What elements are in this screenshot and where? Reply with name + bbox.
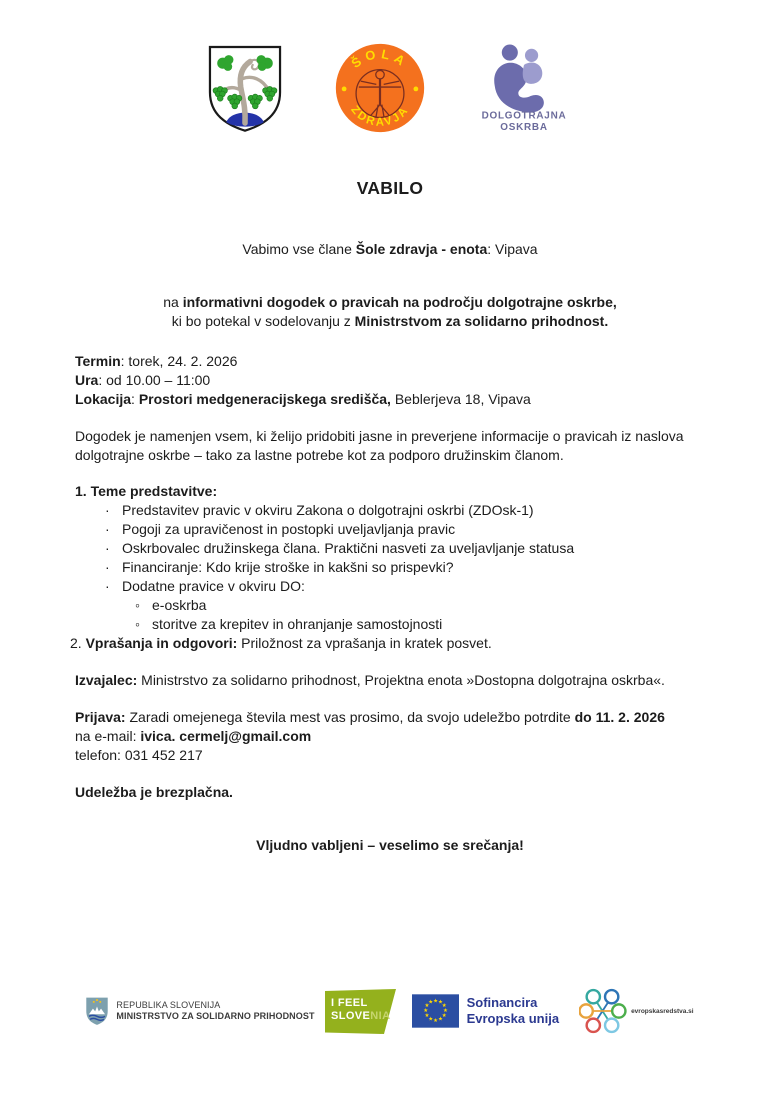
svg-text:★: ★ [437, 999, 443, 1006]
invite-line: Vabimo vse člane Šole zdravja - enota: Vipava [242, 241, 538, 257]
sub-list-item: ◦ storitve za krepitev in ohranjanje samostojnosti [135, 616, 443, 632]
vipava-coat-of-arms-logo [202, 41, 288, 135]
lokacija-line: Lokacija: Prostori medgeneracijskega središča, Beblerjeva 18, Vipava [75, 391, 531, 407]
event-line-1: na informativni dogodek o pravicah na področju dolgotrajne oskrbe, [163, 294, 617, 310]
ministry-logo-block [84, 996, 314, 1026]
dolgotrajna-oskrba-logo [472, 42, 576, 134]
svg-text:★: ★ [427, 1016, 433, 1023]
email-address: ivica. cermelj@gmail.com [140, 728, 312, 744]
oskrba-text: OSKRBA [500, 121, 548, 133]
event-line-2: ki bo potekal v sodelovanju z Ministrstvom za solidarno prihodnost. [171, 313, 609, 329]
i-feel-slovenia-logo [325, 989, 396, 1034]
sub-list-item: ◦ e-oskrba [135, 597, 207, 613]
slovenia-coat-of-arms-icon [84, 996, 110, 1026]
list-item: · Predstavitev pravic v okviru Zakona o dolgotrajni oskrbi (ZDOsk-1) [105, 502, 534, 518]
ura-line: Ura: od 10.00 – 11:00 [75, 372, 211, 388]
izvajalec-paragraph: Izvajalec: Ministrstvo za solidarno prihodnost, Projektna enota »Dostopna dolgotrajna oskrba«. [75, 672, 665, 688]
free-participation-line: Udeležba je brezplačna. [75, 784, 233, 800]
list-item: · Financiranje: Kdo krije stroške in kakšni so prispevki? [105, 559, 454, 575]
event-lines [75, 293, 705, 331]
sola-arc-text: ŠOLA [348, 45, 412, 71]
svg-text:★: ★ [441, 1003, 447, 1010]
termin-line: Termin: torek, 24. 2. 2026 [75, 353, 238, 369]
agenda-heading: 1. Teme predstavitve: [75, 483, 218, 499]
header-logos [0, 0, 778, 135]
description-paragraph: Dogodek je namenjen vsem, ki želijo pridobiti jasne in preverjene informacije o pravicah iz naslova dolgotrajne oskrbe – tako za lastne potrebe kot za podporo družinskim članom. [75, 428, 684, 463]
svg-text:★: ★ [424, 1013, 429, 1020]
agenda-item-2: 2. Vprašanja in odgovori: Priložnost za vprašanja in kratek posvet. [70, 635, 492, 651]
svg-text:★: ★ [437, 1016, 443, 1023]
eu-flag-icon [412, 994, 459, 1028]
svg-text:★: ★ [442, 1008, 448, 1015]
email-line: na e-mail: ivica. cermelj@gmail.com [75, 728, 312, 744]
ministry-name: REPUBLIKA SLOVENIJA MINISTRSTVO ZA SOLIDARNO PRIHODNOST [116, 999, 315, 1021]
evropska-sredstva-icon [579, 985, 628, 1037]
list-item: · Dodatne pravice v okviru DO: [105, 578, 305, 594]
page-title: VABILO [356, 178, 424, 198]
svg-text:★: ★ [427, 999, 433, 1006]
sola-zdravja-logo [334, 42, 426, 134]
svg-text:★: ★ [424, 1003, 429, 1010]
footer-logos [0, 985, 778, 1037]
dolgotrajna-text: DOLGOTRAJNA [481, 110, 567, 122]
svg-text:I FEEL: I FEEL [330, 996, 368, 1009]
agenda [70, 482, 705, 653]
zdravja-arc-text: ZDRAVJA [348, 103, 412, 129]
care-figures-icon [494, 44, 544, 112]
event-details [75, 352, 705, 409]
prijava-paragraph: Prijava: Zaradi omejenega števila mest vas prosimo, da svojo udeležbo potrdite do 11. 2. 2026 [75, 709, 665, 725]
svg-text:★: ★ [441, 1013, 447, 1020]
eu-cofinancing-block [412, 994, 559, 1028]
svg-text:★: ★ [432, 1017, 438, 1024]
evropska-sredstva-label: evropskasredstva.si [631, 1007, 694, 1015]
closing-line: Vljudno vabljeni – veselimo se srečanja! [256, 837, 524, 853]
svg-text:★: ★ [432, 998, 438, 1005]
list-item: · Pogoji za upravičenost in postopki uveljavljanja pravic [105, 521, 456, 537]
list-item: · Oskrbovalec družinskega člana. Praktični nasveti za uveljavljanje statusa [105, 540, 575, 556]
evropska-sredstva-block [579, 985, 694, 1037]
phone-line: telefon: 031 452 217 [75, 747, 203, 763]
svg-text:SLOVENIA: SLOVENIA [330, 1009, 391, 1022]
svg-text:★: ★ [422, 1008, 428, 1015]
document-body [0, 179, 778, 855]
eu-cofinancing-text: Sofinancira Evropska unija [466, 995, 560, 1026]
